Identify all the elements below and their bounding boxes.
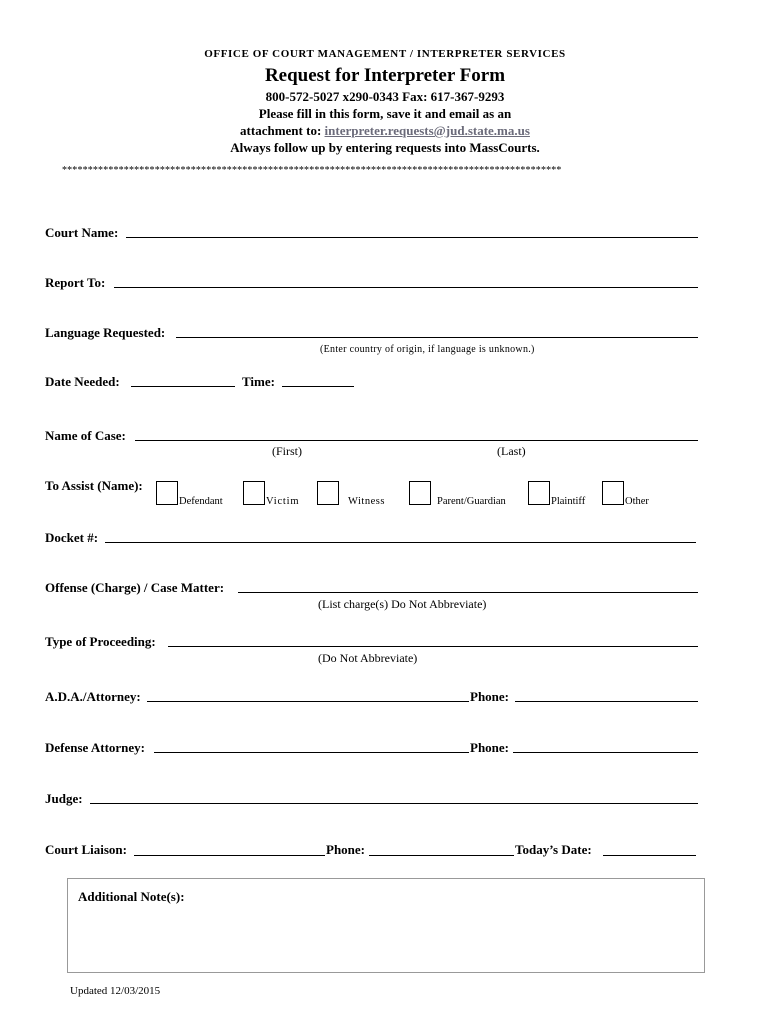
separator-line: ************************************************************************************************* (62, 165, 562, 176)
attachment-prefix: attachment to: (240, 123, 322, 138)
ada-attorney-label: A.D.A./Attorney: (45, 689, 141, 704)
defendant-option-label: Defendant (179, 496, 223, 507)
time-field[interactable] (282, 386, 354, 387)
instruction-line-1: Please fill in this form, save it and email as an (258, 106, 512, 121)
report-to-field[interactable] (114, 287, 698, 288)
docket-field[interactable] (105, 542, 696, 543)
proceeding-hint: (Do Not Abbreviate) (318, 651, 418, 665)
email-link[interactable]: interpreter.requests@jud.state.ma.us (324, 123, 530, 138)
todays-date-field[interactable] (603, 855, 696, 856)
witness-option-label: Witness (348, 496, 385, 507)
defense-phone-label: Phone: (470, 740, 509, 755)
defense-attorney-label: Defense Attorney: (45, 740, 145, 755)
ada-attorney-field[interactable] (147, 701, 469, 702)
language-requested-field[interactable] (176, 337, 698, 338)
docket-label: Docket #: (45, 530, 99, 545)
court-name-label: Court Name: (45, 225, 119, 240)
offense-hint: (List charge(s) Do Not Abbreviate) (318, 597, 487, 611)
plaintiff-option-label: Plaintiff (551, 496, 586, 507)
attachment-line (0, 123, 770, 139)
type-of-proceeding-field[interactable] (168, 646, 698, 647)
date-needed-label: Date Needed: (45, 374, 120, 389)
to-assist-label: To Assist (Name): (45, 478, 143, 493)
name-of-case-label: Name of Case: (45, 428, 126, 443)
report-to-label: Report To: (45, 275, 106, 290)
court-name-field[interactable] (126, 237, 698, 238)
additional-notes-label: Additional Note(s): (78, 889, 185, 904)
court-liaison-label: Court Liaison: (45, 842, 127, 857)
language-requested-label: Language Requested: (45, 325, 166, 340)
witness-checkbox[interactable] (317, 481, 339, 505)
liaison-phone-field[interactable] (369, 855, 514, 856)
victim-option-label: Victim (266, 496, 300, 507)
defendant-checkbox[interactable] (156, 481, 178, 505)
instruction-line-2: Always follow up by entering requests into MassCourts. (230, 140, 540, 155)
phone-fax-line: 800-572-5027 x290-0343 Fax: 617-367-9293 (265, 89, 505, 104)
judge-label: Judge: (45, 791, 83, 806)
type-of-proceeding-label: Type of Proceeding: (45, 634, 156, 649)
name-of-case-field[interactable] (135, 440, 698, 441)
liaison-phone-label: Phone: (326, 842, 365, 857)
plaintiff-checkbox[interactable] (528, 481, 550, 505)
judge-field[interactable] (90, 803, 698, 804)
victim-checkbox[interactable] (243, 481, 265, 505)
office-heading: OFFICE OF COURT MANAGEMENT / INTERPRETER SERVICES (204, 48, 566, 60)
offense-label: Offense (Charge) / Case Matter: (45, 580, 225, 595)
updated-date: Updated 12/03/2015 (70, 985, 161, 997)
form-title: Request for Interpreter Form (264, 65, 506, 86)
other-option-label: Other (625, 496, 649, 507)
additional-notes-box[interactable] (67, 878, 705, 973)
parent-guardian-option-label: Parent/Guardian (437, 496, 506, 507)
parent-guardian-checkbox[interactable] (409, 481, 431, 505)
ada-phone-label: Phone: (470, 689, 509, 704)
time-label: Time: (242, 374, 275, 389)
defense-attorney-field[interactable] (154, 752, 469, 753)
ada-phone-field[interactable] (515, 701, 698, 702)
defense-phone-field[interactable] (513, 752, 698, 753)
date-needed-field[interactable] (131, 386, 235, 387)
first-name-hint: (First) (272, 444, 302, 458)
court-liaison-field[interactable] (134, 855, 325, 856)
last-name-hint: (Last) (497, 444, 526, 458)
other-checkbox[interactable] (602, 481, 624, 505)
language-hint: (Enter country of origin, if language is unknown.) (320, 344, 535, 355)
todays-date-label: Today’s Date: (515, 842, 592, 857)
offense-field[interactable] (238, 592, 698, 593)
